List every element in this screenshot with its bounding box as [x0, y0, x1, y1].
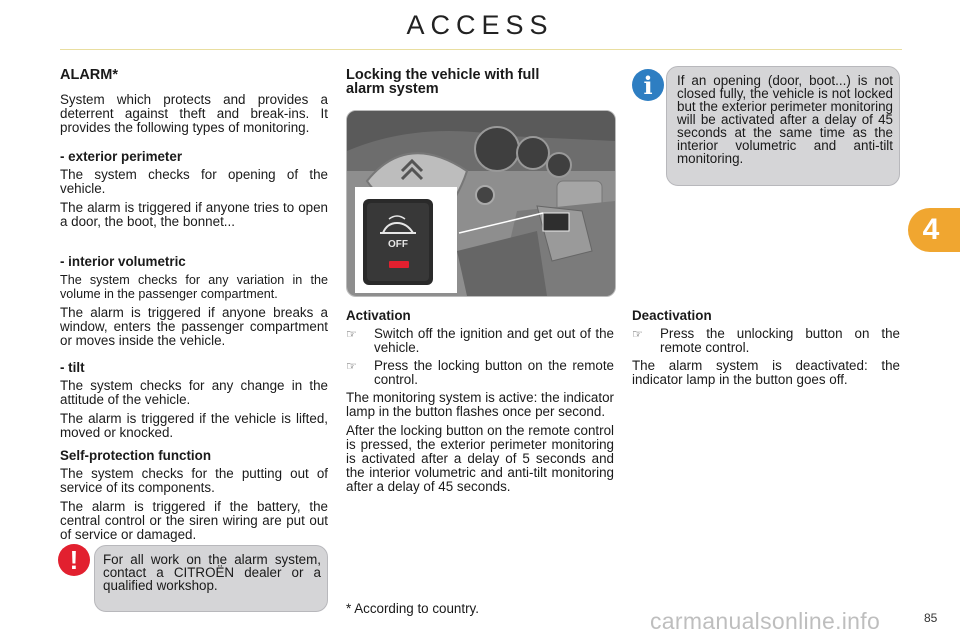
pointing-hand-icon: ☞ — [346, 359, 357, 373]
left-column — [60, 68, 328, 547]
activation-title: Activation — [346, 308, 411, 323]
middle-column — [346, 68, 614, 96]
exterior-title: - exterior perimeter — [60, 149, 183, 164]
dashboard-illustration — [346, 110, 616, 297]
tilt-p1: The system checks for any change in the attitude of the vehicle. — [60, 378, 328, 407]
tilt-title: - tilt — [60, 360, 85, 375]
info-icon: i — [632, 69, 664, 101]
alarm-heading: ALARM* — [60, 67, 118, 83]
activation-section — [346, 309, 614, 499]
deactivation-title: Deactivation — [632, 308, 712, 323]
self-protection-title: Self-protection function — [60, 448, 212, 463]
interior-title: - interior volumetric — [60, 254, 186, 269]
activation-p1: The monitoring system is active: the indicator lamp in the button flashes once per second. — [346, 390, 614, 419]
exterior-p2: The alarm is triggered if anyone tries to open a door, the boot, the bonnet... — [60, 200, 328, 229]
off-label: OFF — [388, 239, 408, 250]
deactivation-p1: The alarm system is deactivated: the indicator lamp in the button goes off. — [632, 358, 900, 387]
info-box: If an opening (door, boot...) is not closed fully, the vehicle is not locked but the exterior perimeter monitoring will be activated after a delay of 45 seconds at the same time as the interior volumetric and anti-tilt monitoring. — [666, 66, 900, 186]
page-number: 85 — [924, 611, 938, 625]
interior-p2: The alarm is triggered if anyone breaks a window, enters the passenger compartment or moves inside the vehicle. — [60, 305, 328, 348]
page-title: ACCESS — [406, 10, 554, 40]
exclamation-icon: ! — [58, 544, 90, 576]
tilt-p2: The alarm is triggered if the vehicle is lifted, moved or knocked. — [60, 411, 328, 440]
warning-box: For all work on the alarm system, contact a CITROËN dealer or a qualified workshop. — [94, 545, 328, 612]
exterior-p1: The system checks for opening of the vehicle. — [60, 167, 328, 196]
footnote: * According to country. — [346, 601, 479, 616]
pointing-hand-icon: ☞ — [346, 327, 357, 341]
activation-bullet-1: ☞ Switch off the ignition and get out of the vehicle. — [346, 326, 614, 355]
locking-heading-line1: Locking the vehicle with full — [346, 67, 540, 83]
alarm-intro: System which protects and provides a deterrent against theft and break-ins. It provides the following types of monitoring. — [60, 92, 328, 135]
deactivation-bullet-1: ☞ Press the unlocking button on the remote control. — [632, 326, 900, 355]
deactivation-section — [632, 309, 900, 392]
activation-bullet-2: ☞ Press the locking button on the remote control. — [346, 358, 614, 387]
locking-heading-line2: alarm system — [346, 81, 439, 97]
activation-p2: After the locking button on the remote control is pressed, the exterior perimeter monitoring is activated after a delay of 5 seconds and the interior volumetric and anti-tilt monitoring after a delay of 45 seconds. — [346, 423, 614, 494]
header-divider — [60, 49, 902, 50]
interior-p1: The system checks for any variation in the volume in the passenger compartment. — [60, 273, 328, 301]
watermark: carmanualsonline.info — [650, 608, 881, 634]
pointing-hand-icon: ☞ — [632, 327, 643, 341]
self-protection-p2: The alarm is triggered if the battery, the central control or the siren wiring are put out of service or damaged. — [60, 499, 328, 542]
chapter-tab[interactable]: 4 — [908, 208, 960, 252]
self-protection-p1: The system checks for the putting out of service of its components. — [60, 466, 328, 495]
dashboard-illustration-svg — [347, 111, 615, 296]
